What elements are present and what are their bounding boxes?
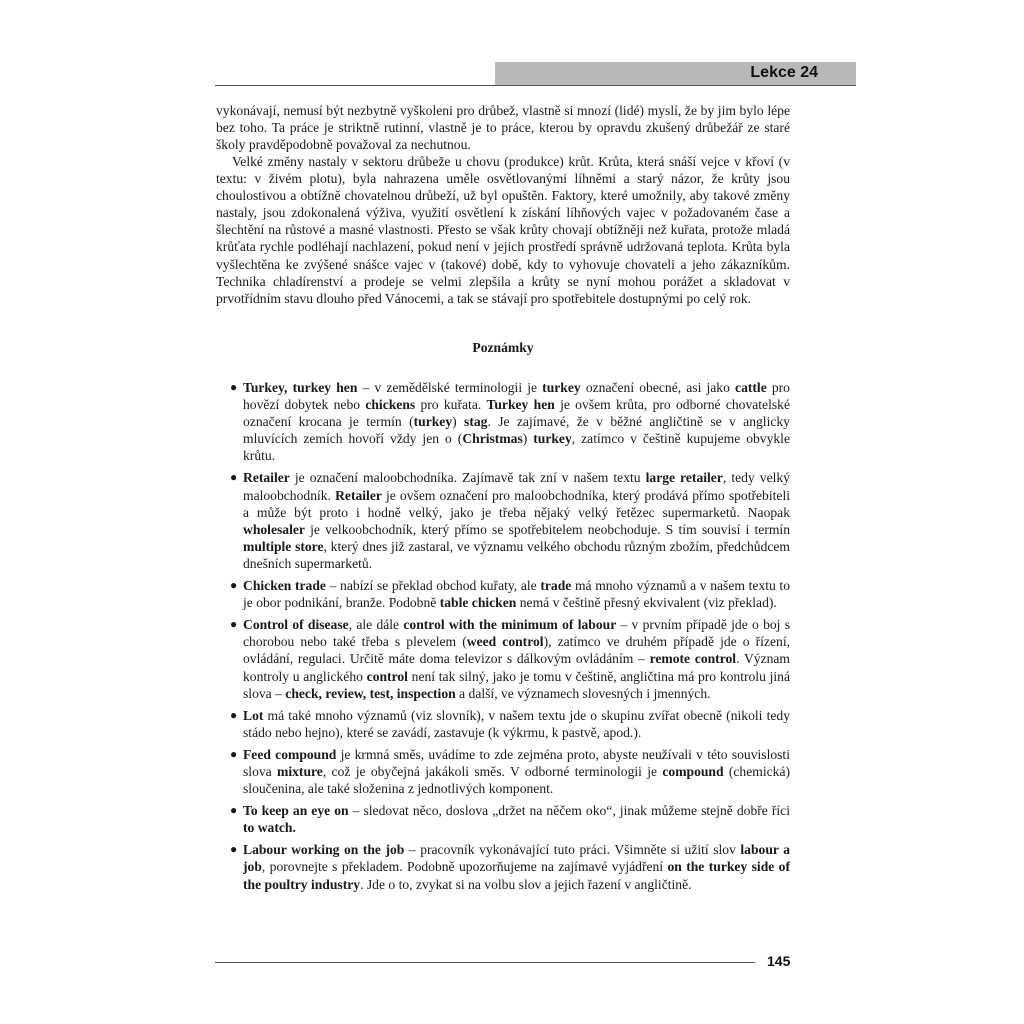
bullet-icon: ● bbox=[230, 707, 238, 722]
note-text: , což je obyčejná jakákoli směs. V odborné terminologii je bbox=[322, 763, 663, 779]
note-text: označení obecné, asi jako bbox=[580, 380, 736, 395]
note-term: Retailer bbox=[335, 487, 382, 503]
note-text: je velkoobchodník, který přímo se spotřebitelem neobchoduje. S tím souvisí i termín bbox=[304, 521, 790, 537]
note-text: – pracovník vykonávající tuto práci. Všimněte si užití slov bbox=[404, 842, 741, 858]
note-text: ) bbox=[452, 414, 465, 430]
paragraph-continuation: vykonávají, nemusí být nezbytně vyškoleni pro drůbež, vlastně si mnozí (lidé) myslí, že by jim bylo lépe bez toho. Ta práce je striktně rutinní, vlastně je to práce, kterou by opravdu zkušený drůbežář ze staré školy pravděpodobně považoval za nechutnou. bbox=[216, 103, 790, 153]
note-term: large retailer bbox=[645, 470, 723, 486]
note-text: je ovšem označení pro maloobchodníka, který prodává přímo spotřebiteli a může být proto i hodně velký, jako je třeba nějaký velký řetězec supermarketů. Naopak bbox=[243, 487, 790, 520]
note-text: není tak silný, jako je tomu v češtině, angličtina má pro kontrolu jiná slova – bbox=[243, 668, 790, 701]
note-term: Feed compound bbox=[243, 746, 337, 762]
note-term: Christmas bbox=[462, 431, 523, 447]
note-text: , porovnejte s překladem. Podobně upozorňujeme na zajímavé vyjádření bbox=[261, 859, 668, 875]
header-rule bbox=[215, 85, 856, 86]
note-text: (chemická) sloučenina, ale také složenina z jednotlivých komponent. bbox=[243, 763, 791, 797]
note-term: multiple store bbox=[243, 538, 324, 554]
note-term: Labour working on the job bbox=[243, 842, 405, 858]
note-term: to watch. bbox=[243, 820, 296, 836]
notes-title: Poznámky bbox=[472, 340, 534, 355]
note-term: labour a job bbox=[243, 842, 790, 875]
note-term: on the turkey side of the poultry industry bbox=[243, 859, 790, 892]
note-text: nemá v češtině přesný ekvivalent (viz překlad). bbox=[516, 595, 777, 611]
note-term: To keep an eye on bbox=[243, 803, 349, 819]
note-text: ), zatímco ve druhém případě jde o řízení, ovládání, regulaci. Určitě máte doma televizor s dálkovým ovládáním – bbox=[243, 634, 790, 667]
bullet-icon: ● bbox=[230, 746, 238, 761]
paragraph-turkey-changes: Velké změny nastaly v sektoru drůbeže u chovu (produkce) krůt. Krůta, která snáší vejce v křoví (v textu: v živém plotu), byla nahrazena uměle osvětlovanými líhněmi a starý názor, že krůty jsou choulostivou a obtížně chovatelnou drůbeží, už byl opuštěn. Faktory, které umožnily, aby takové změny nastaly, jsou zdokonalená výživa, využití osvětlení k získání líhňových vajec v požadovaném čase a šlechtění na růstové a masné vlastnosti. Přesto se však krůty chovají obtížněji než kuřata, protože mladá krůťata rychle podléhají nachlazení, pokud není v jejich prostředí správně udržovaná teplota. Krůta byla vyšlechtěna ke zvýšené snášce vajec v (takové) době, kdy to vyhovuje chovateli a jeho zákazníkům. Technika chladírenství a prodeje se velmi zlepšila a krůty se nyní mohou porážet a skladovat v prvotřídním stavu dlouho před Vánocemi, a tak se stávají pro spotřebitele dostupnými po celý rok. bbox=[216, 154, 790, 306]
note-term: Control of disease bbox=[243, 617, 349, 633]
note-term: control bbox=[366, 668, 408, 684]
note-item bbox=[230, 802, 790, 836]
note-text: . Je zajímavé, že v běžné angličtině se v anglicky mluvících zemích hovoří vždy jen o ( bbox=[243, 414, 790, 447]
note-item bbox=[230, 707, 790, 741]
note-term: wholesaler bbox=[243, 521, 305, 537]
note-text: pro hovězí dobytek nebo bbox=[243, 380, 790, 413]
bullet-icon: ● bbox=[230, 578, 238, 593]
note-item bbox=[230, 841, 790, 892]
note-text: , ale dále bbox=[348, 617, 404, 633]
note-term: turkey bbox=[542, 380, 581, 395]
note-text: má mnoho významů a v našem textu to je obor podnikání, branže. Podobně bbox=[243, 578, 790, 611]
note-text: ) bbox=[522, 431, 534, 447]
note-term: table chicken bbox=[439, 595, 517, 611]
note-text: – nabízí se překlad obchod kuřaty, ale bbox=[325, 578, 541, 594]
note-term: Lot bbox=[243, 707, 264, 723]
note-text: je krmná směs, uvádíme to zde zejména proto, abyste neužívali v této souvislosti slova bbox=[243, 746, 790, 779]
note-term: turkey bbox=[533, 431, 572, 447]
note-term: cattle bbox=[735, 380, 767, 395]
note-text: – sledovat něco, doslova „držet na něčem oko“, jinak můžeme stejně dobře říci bbox=[348, 803, 790, 819]
note-term: mixture bbox=[277, 763, 323, 779]
note-text: , zatímco v češtině kupujeme obvykle krůtu. bbox=[243, 431, 790, 464]
note-item bbox=[230, 469, 790, 572]
note-term: turkey bbox=[413, 414, 453, 430]
note-text: , který dnes již zastaral, ve významu velkého obchodu různým zbožím, předchůdcem dnešních supermarketů. bbox=[243, 538, 791, 571]
lesson-header-bar bbox=[495, 62, 856, 86]
note-term: Chicken trade bbox=[243, 578, 326, 594]
note-term: stag bbox=[464, 414, 488, 430]
note-term: Turkey, turkey hen bbox=[243, 380, 358, 395]
bullet-icon: ● bbox=[230, 617, 238, 632]
note-text: pro kuřata. bbox=[415, 397, 487, 413]
note-term: check, review, test, inspection bbox=[285, 685, 456, 701]
bullet-icon: ● bbox=[230, 380, 238, 394]
note-text: , tedy velký maloobchodník. bbox=[243, 470, 790, 503]
footer-rule bbox=[215, 962, 755, 963]
notes-list bbox=[230, 379, 790, 898]
note-term: chickens bbox=[365, 397, 416, 413]
note-item bbox=[230, 746, 790, 797]
note-text: je označení maloobchodníka. Zajímavě tak zní v našem textu bbox=[289, 470, 646, 486]
page-number: 145 bbox=[767, 953, 791, 969]
lesson-label: Lekce 24 bbox=[750, 64, 818, 81]
note-text: – v prvním případě jde o boj s chorobou nebo také třeba s plevelem ( bbox=[243, 617, 790, 650]
note-text: a další, ve významech slovesných i jmenných. bbox=[455, 685, 711, 701]
note-text: – v zemědělské terminologii je bbox=[357, 380, 543, 395]
note-item bbox=[230, 379, 790, 464]
note-term: weed control bbox=[466, 634, 544, 650]
note-term: Retailer bbox=[243, 470, 290, 486]
note-term: remote control bbox=[649, 651, 737, 667]
note-term: control with the minimum of labour bbox=[403, 617, 617, 633]
note-text: má také mnoho významů (viz slovník), v našem textu jde o skupinu zvířat obecně (nikoli tedy stádo nebo hejno), které se zavádí, zastavuje (k výkrmu, k pastvě, apod.). bbox=[243, 707, 790, 740]
note-term: compound bbox=[662, 763, 724, 779]
note-text: je ovšem krůta, pro odborné chovatelské označení krocana je termín ( bbox=[243, 397, 790, 430]
note-item bbox=[230, 616, 790, 701]
bullet-icon: ● bbox=[230, 842, 238, 857]
note-text: . Význam kontroly u anglického bbox=[243, 651, 791, 684]
note-term: trade bbox=[540, 578, 572, 594]
note-text: . Jde o to, zvykat si na volbu slov a jejich řazení v angličtině. bbox=[360, 876, 692, 892]
bullet-icon: ● bbox=[230, 803, 238, 818]
note-term: Turkey hen bbox=[486, 397, 555, 413]
bullet-icon: ● bbox=[230, 470, 238, 485]
note-item bbox=[230, 577, 790, 611]
